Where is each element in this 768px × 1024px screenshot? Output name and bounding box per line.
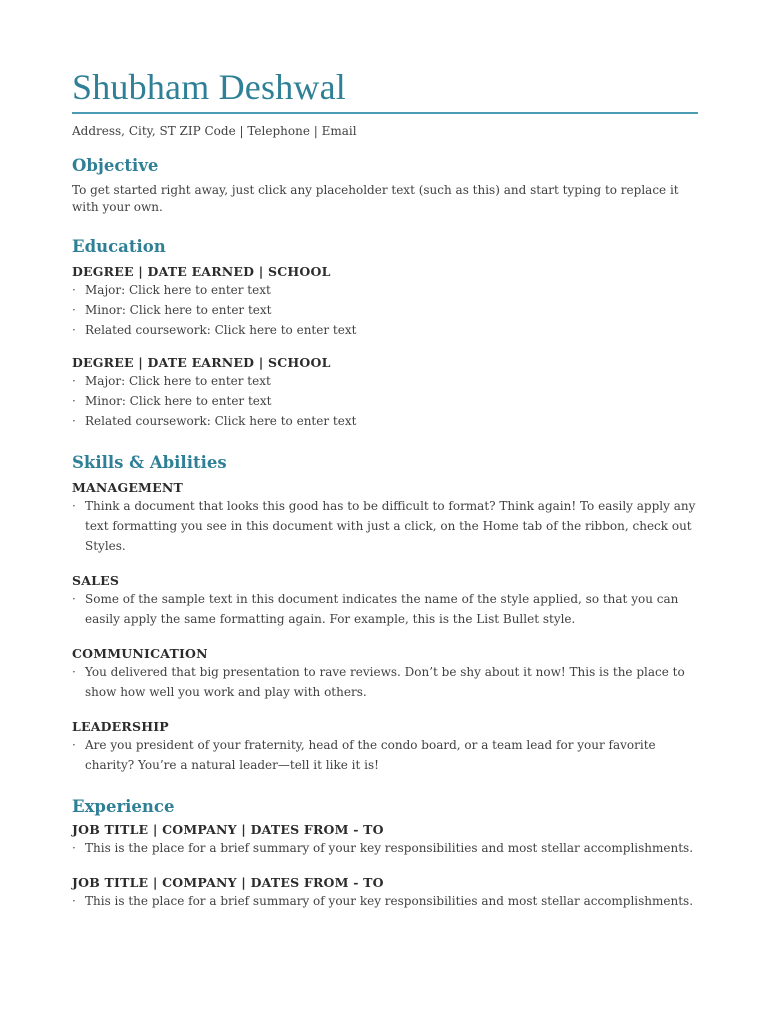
job-details xyxy=(72,838,698,858)
skill-entry xyxy=(72,572,698,629)
education-section xyxy=(72,237,698,431)
list-item[interactable] xyxy=(72,320,698,340)
experience-section xyxy=(72,797,698,911)
bullet-icon: · xyxy=(72,374,76,388)
job-heading[interactable]: JOB TITLE | COMPANY | DATES FROM - TO xyxy=(72,822,384,837)
list-item-text: Related coursework: Click here to enter text xyxy=(85,414,357,428)
contact-line[interactable]: Address, City, ST ZIP Code | Telephone | Email xyxy=(72,124,357,138)
skill-entry xyxy=(72,718,698,775)
list-item-text: Major: Click here to enter text xyxy=(85,283,271,297)
list-item[interactable] xyxy=(72,838,698,858)
education-title: Education xyxy=(72,237,166,256)
list-item[interactable] xyxy=(72,891,698,911)
education-entry xyxy=(72,263,698,340)
objective-section xyxy=(72,156,698,216)
skill-heading[interactable]: SALES xyxy=(72,573,120,588)
skills-section xyxy=(72,453,698,775)
applicant-name[interactable]: Shubham Deshwal xyxy=(72,64,698,114)
skill-details xyxy=(72,589,698,629)
list-item-text: Think a document that looks this good has to be difficult to format? Think again! To easily apply any text formatting you see in this document with just a click, on the Home tab of the ribbon, check out Styles. xyxy=(85,499,696,553)
job-entry xyxy=(72,821,698,858)
bullet-icon: · xyxy=(72,414,76,428)
skill-heading[interactable]: LEADERSHIP xyxy=(72,719,169,734)
bullet-icon: · xyxy=(72,894,76,908)
job-details xyxy=(72,891,698,911)
list-item-text: Related coursework: Click here to enter text xyxy=(85,323,357,337)
list-item[interactable] xyxy=(72,411,698,431)
education-heading[interactable]: DEGREE | DATE EARNED | SCHOOL xyxy=(72,355,331,370)
list-item[interactable] xyxy=(72,391,698,411)
list-item-text: Minor: Click here to enter text xyxy=(85,394,272,408)
bullet-icon: · xyxy=(72,499,76,513)
bullet-icon: · xyxy=(72,592,76,606)
skill-entry xyxy=(72,645,698,702)
education-details xyxy=(72,371,698,431)
resume-document xyxy=(72,64,698,911)
bullet-icon: · xyxy=(72,665,76,679)
bullet-icon: · xyxy=(72,323,76,337)
skills-title: Skills & Abilities xyxy=(72,453,227,472)
bullet-icon: · xyxy=(72,303,76,317)
list-item-text: You delivered that big presentation to rave reviews. Don’t be shy about it now! This is the place to show how well you work and play with others. xyxy=(85,665,685,699)
list-item[interactable] xyxy=(72,735,698,775)
list-item[interactable] xyxy=(72,496,698,556)
list-item[interactable] xyxy=(72,589,698,629)
list-item[interactable] xyxy=(72,300,698,320)
experience-title: Experience xyxy=(72,797,175,816)
objective-title: Objective xyxy=(72,156,159,175)
list-item[interactable] xyxy=(72,371,698,391)
skill-details xyxy=(72,496,698,556)
bullet-icon: · xyxy=(72,738,76,752)
job-heading[interactable]: JOB TITLE | COMPANY | DATES FROM - TO xyxy=(72,875,384,890)
list-item[interactable] xyxy=(72,280,698,300)
skill-heading[interactable]: COMMUNICATION xyxy=(72,646,208,661)
bullet-icon: · xyxy=(72,394,76,408)
skill-details xyxy=(72,735,698,775)
skill-entry xyxy=(72,479,698,556)
list-item-text: Major: Click here to enter text xyxy=(85,374,271,388)
education-heading[interactable]: DEGREE | DATE EARNED | SCHOOL xyxy=(72,264,331,279)
education-details xyxy=(72,280,698,340)
list-item-text: Some of the sample text in this document indicates the name of the style applied, so that you can easily apply the same formatting again. For example, this is the List Bullet style. xyxy=(85,592,679,626)
bullet-icon: · xyxy=(72,841,76,855)
skill-details xyxy=(72,662,698,702)
bullet-icon: · xyxy=(72,283,76,297)
list-item-text: This is the place for a brief summary of your key responsibilities and most stellar accomplishments. xyxy=(85,894,694,908)
job-entry xyxy=(72,874,698,911)
education-entry xyxy=(72,354,698,431)
list-item-text: This is the place for a brief summary of your key responsibilities and most stellar accomplishments. xyxy=(85,841,694,855)
list-item-text: Minor: Click here to enter text xyxy=(85,303,272,317)
list-item-text: Are you president of your fraternity, head of the condo board, or a team lead for your favorite charity? You’re a natural leader—tell it like it is! xyxy=(85,738,656,772)
objective-text[interactable]: To get started right away, just click any placeholder text (such as this) and start typing to replace it with your own. xyxy=(72,183,679,214)
list-item[interactable] xyxy=(72,662,698,702)
skill-heading[interactable]: MANAGEMENT xyxy=(72,480,183,495)
